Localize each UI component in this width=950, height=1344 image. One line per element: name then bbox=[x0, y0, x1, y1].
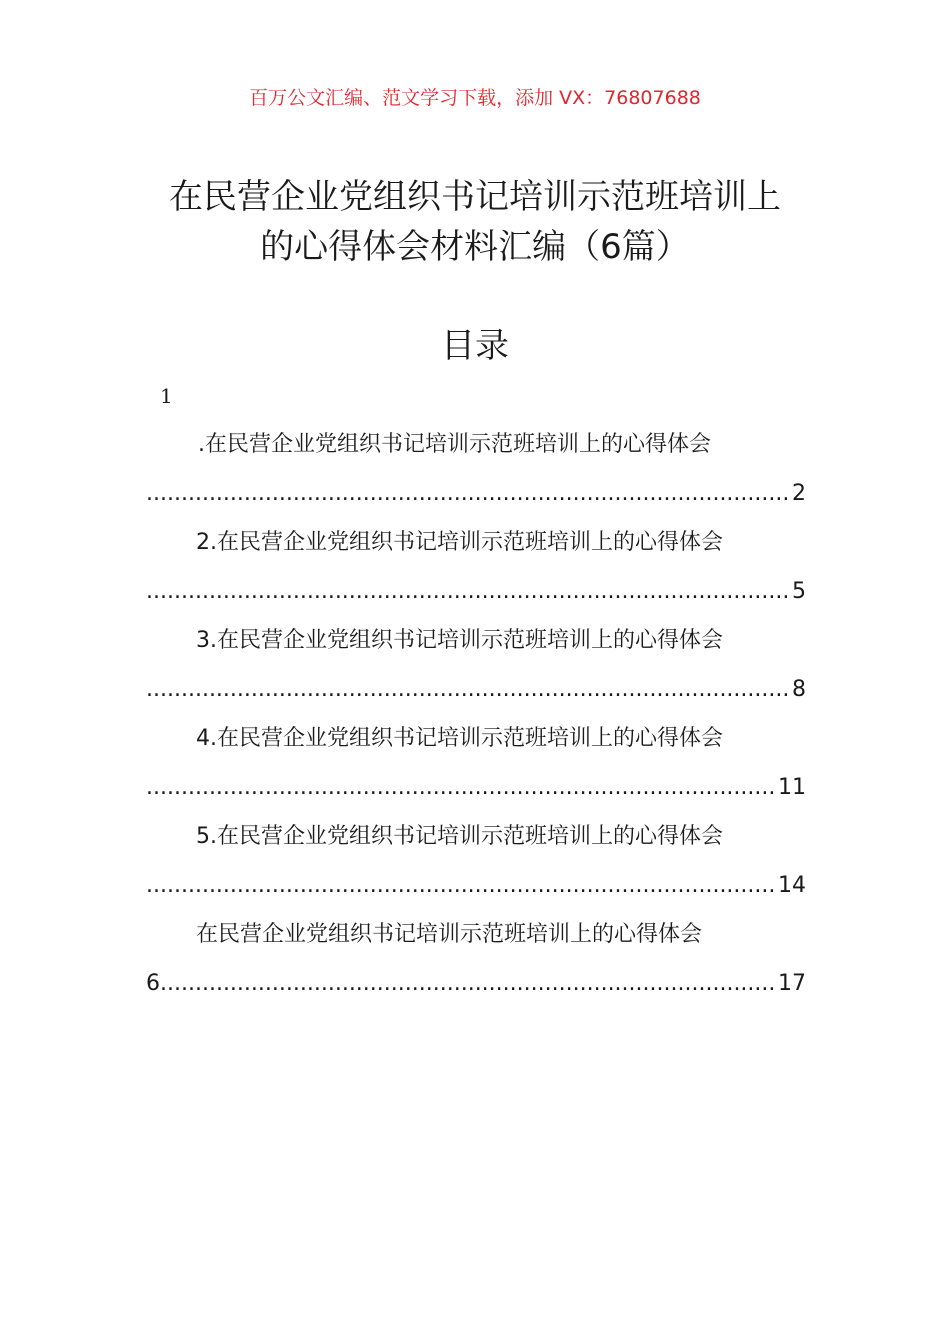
document-title-line-2: 的心得体会材料汇编（6篇） bbox=[260, 227, 690, 267]
toc-entry-6[interactable] bbox=[146, 910, 806, 1008]
toc-entry-text: 在民营企业党组织书记培训示范班培训上的心得体会 bbox=[217, 726, 724, 751]
table-of-contents bbox=[146, 420, 806, 1008]
toc-entry-page-number: 8 bbox=[792, 677, 806, 702]
toc-entry-1[interactable] bbox=[146, 420, 806, 518]
stray-number: 1 bbox=[160, 384, 173, 408]
toc-entry-4[interactable] bbox=[146, 714, 806, 812]
document-title bbox=[120, 172, 830, 272]
dot-leader bbox=[146, 567, 790, 616]
toc-entry-5[interactable] bbox=[146, 812, 806, 910]
toc-entry-page-number: 17 bbox=[778, 971, 806, 996]
toc-entry-prefix: 3. bbox=[196, 628, 217, 653]
toc-entry-text: 在民营企业党组织书记培训示范班培训上的心得体会 bbox=[217, 530, 724, 555]
toc-entry-title bbox=[146, 812, 806, 861]
toc-entry-prefix: 5. bbox=[196, 824, 217, 849]
toc-entry-title bbox=[146, 910, 806, 959]
toc-entry-title bbox=[146, 714, 806, 763]
document-title-line-1: 在民营企业党组织书记培训示范班培训上 bbox=[169, 177, 781, 217]
toc-entry-text: 在民营企业党组织书记培训示范班培训上的心得体会 bbox=[196, 922, 703, 947]
toc-entry-leader-line bbox=[146, 861, 806, 910]
dot-leader bbox=[146, 861, 776, 910]
toc-entry-page-number: 5 bbox=[792, 579, 806, 604]
toc-entry-2[interactable] bbox=[146, 518, 806, 616]
toc-entry-prefix: 2. bbox=[196, 530, 217, 555]
toc-entry-page-number: 14 bbox=[778, 873, 806, 898]
toc-entry-text: 在民营企业党组织书记培训示范班培训上的心得体会 bbox=[217, 824, 724, 849]
toc-entry-prefix: . bbox=[198, 432, 205, 457]
toc-entry-text: 在民营企业党组织书记培训示范班培训上的心得体会 bbox=[205, 432, 712, 457]
toc-entry-title bbox=[146, 420, 806, 469]
toc-entry-page-number: 2 bbox=[792, 481, 806, 506]
dot-leader bbox=[146, 665, 790, 714]
toc-entry-leader-line bbox=[146, 665, 806, 714]
dot-leader bbox=[160, 959, 776, 1008]
dot-leader bbox=[146, 469, 790, 518]
toc-entry-title bbox=[146, 616, 806, 665]
toc-entry-leader-line bbox=[146, 567, 806, 616]
toc-entry-text: 在民营企业党组织书记培训示范班培训上的心得体会 bbox=[217, 628, 724, 653]
toc-entry-title bbox=[146, 518, 806, 567]
toc-entry-leader-line bbox=[146, 763, 806, 812]
dot-leader bbox=[146, 763, 776, 812]
toc-heading: 目录 bbox=[441, 326, 509, 366]
watermark-banner: 百万公文汇编、范文学习下载，添加 VX：76807688 bbox=[249, 87, 701, 109]
toc-entry-leader-line bbox=[146, 959, 806, 1008]
toc-entry-leader-line bbox=[146, 469, 806, 518]
toc-entry-lead: 6 bbox=[146, 971, 160, 996]
toc-entry-page-number: 11 bbox=[778, 775, 806, 800]
toc-entry-3[interactable] bbox=[146, 616, 806, 714]
toc-entry-prefix: 4. bbox=[196, 726, 217, 751]
